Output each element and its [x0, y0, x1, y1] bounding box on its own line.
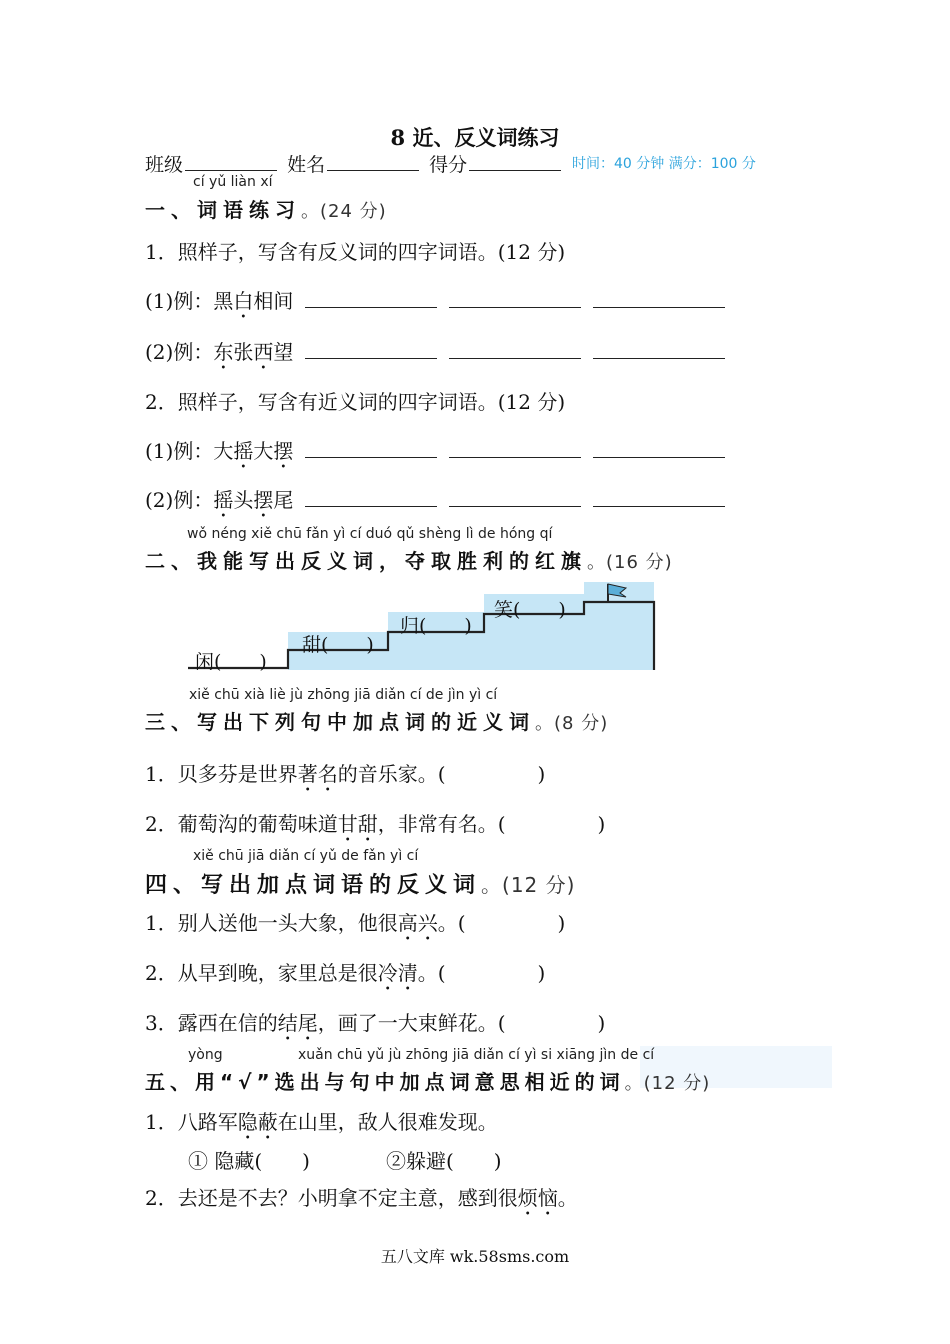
s4-q3 [145, 1007, 605, 1036]
dotted-char: 甜 [357, 812, 378, 836]
dotted-char: 摇 [213, 488, 234, 512]
section2-heading-row [145, 545, 673, 574]
stair-word-1[interactable]: 闲( ) [195, 651, 267, 673]
answer-blank[interactable] [593, 437, 725, 458]
sentence-text: 1．贝多芬是世界 [145, 762, 298, 786]
section3-score: 。(8 分) [535, 713, 609, 734]
dotted-char: 冷 [377, 961, 398, 985]
dotted-char: 摇 [233, 439, 254, 463]
dotted-char: 烦 [517, 1186, 538, 1210]
word-char: 张 [233, 340, 254, 364]
sentence-text: 。( [437, 911, 466, 935]
answer-blank[interactable] [305, 486, 437, 507]
score-blank[interactable] [469, 152, 561, 171]
sentence-text: 2．葡萄沟的葡萄味道 [145, 812, 338, 836]
s1-q2a-prefix: (1)例： [145, 439, 214, 463]
close-paren: ) [597, 812, 606, 836]
word-char: 头 [233, 488, 254, 512]
sentence-text: 1．八路军 [145, 1110, 238, 1134]
section3-heading-row [145, 706, 608, 735]
s1-q2: 2．照样子，写含有近义词的四字词语。(12 分) [145, 390, 566, 414]
dotted-char: 东 [213, 340, 234, 364]
word-char: 大 [213, 439, 234, 463]
section4-pinyin: xiě chū jiā diǎn cí yǔ de fǎn yì cí [193, 848, 419, 864]
section4-score: 。(12 分) [481, 873, 576, 897]
dotted-char: 西 [253, 340, 274, 364]
s1-q2b-row [145, 484, 725, 513]
s1-q1b-row [145, 336, 725, 365]
sentence-text: 3．露西在信的 [145, 1011, 278, 1035]
s5-q2 [145, 1182, 578, 1211]
s1-q2b-prefix: (2)例： [145, 488, 214, 512]
answer-blank[interactable] [305, 338, 437, 359]
stair-word-3[interactable]: 归( ) [400, 615, 472, 637]
dotted-char: 名 [317, 762, 338, 786]
dotted-char: 隐 [237, 1110, 258, 1134]
section5-heading: 五、用“√”选出与句中加点词意思相近的词 [145, 1070, 625, 1094]
time-info: 时间：40 分钟 满分：100 分 [572, 156, 756, 172]
dotted-char: 蔽 [257, 1110, 278, 1134]
dotted-char: 白 [233, 289, 254, 313]
s4-q2 [145, 957, 545, 986]
sentence-text: ，画了一大束鲜花。( [317, 1011, 506, 1035]
dotted-char: 甘 [337, 812, 358, 836]
dotted-char: 高 [397, 911, 418, 935]
close-paren: ) [597, 1011, 606, 1035]
word-char: 相 [253, 289, 274, 313]
sentence-text: 。( [417, 961, 446, 985]
word-char: 大 [253, 439, 274, 463]
sentence-text: 。 [557, 1186, 578, 1210]
page-title: 8 近、反义词练习 [390, 125, 560, 150]
s5-q1-option2[interactable]: ②躲避( ) [386, 1149, 502, 1173]
dotted-char: 兴 [417, 911, 438, 935]
section4-heading: 四、写出加点词语的反义词 [145, 873, 482, 898]
s1-q1b-prefix: (2)例： [145, 340, 214, 364]
dotted-char: 恼 [537, 1186, 558, 1210]
stair-word-2[interactable]: 甜( ) [302, 634, 374, 656]
s4-q1 [145, 907, 565, 936]
section5-pinyin-left: yòng [188, 1047, 223, 1063]
dotted-char: 尾 [297, 1011, 318, 1035]
dotted-char: 清 [397, 961, 418, 985]
sentence-text: 1．别人送他一头大象，他很 [145, 911, 398, 935]
section3-heading: 三、写出下列句中加点词的近义词 [145, 710, 535, 734]
class-label: 班级 [145, 154, 184, 176]
section5-heading-row [145, 1066, 710, 1095]
answer-blank[interactable] [449, 287, 581, 308]
sentence-text: ，非常有名。( [377, 812, 506, 836]
score-label: 得分 [429, 154, 468, 176]
word-char: 黑 [213, 289, 234, 313]
answer-blank[interactable] [449, 437, 581, 458]
s1-q1a-prefix: (1)例： [145, 289, 214, 313]
answer-blank[interactable] [305, 287, 437, 308]
section3-pinyin: xiě chū xià liè jù zhōng jiā diǎn cí de jìn yì cí [189, 687, 498, 703]
answer-blank[interactable] [305, 437, 437, 458]
dotted-char: 摆 [253, 488, 274, 512]
section1-heading: 一、词语练习 [145, 198, 301, 222]
section2-score: 。(16 分) [587, 552, 673, 573]
dotted-char: 结 [277, 1011, 298, 1035]
section1-heading-row [145, 194, 387, 223]
section4-heading-row [145, 868, 575, 899]
sentence-text: 2．去还是不去？小明拿不定主意，感到很 [145, 1186, 518, 1210]
answer-blank[interactable] [593, 486, 725, 507]
word-char: 间 [273, 289, 294, 313]
section2-heading: 二、我能写出反义词，夺取胜利的红旗 [145, 549, 587, 573]
dotted-char: 摆 [273, 439, 294, 463]
footer-watermark: 五八文库 wk.58sms.com [380, 1247, 570, 1266]
section1-score: 。(24 分) [301, 201, 387, 222]
sentence-text: 2．从早到晚，家里总是很 [145, 961, 378, 985]
dotted-char: 著 [297, 762, 318, 786]
s1-q1: 1．照样子，写含有反义词的四字词语。(12 分) [145, 240, 566, 264]
answer-blank[interactable] [593, 287, 725, 308]
sentence-text: 在山里，敌人很难发现。 [277, 1110, 498, 1134]
word-char: 望 [273, 340, 294, 364]
name-label: 姓名 [287, 154, 326, 176]
class-blank[interactable] [185, 152, 277, 171]
close-paren: ) [537, 762, 546, 786]
s1-q2a-row [145, 435, 725, 464]
close-paren: ) [537, 961, 546, 985]
s3-q2 [145, 808, 605, 837]
s5-q1 [145, 1106, 498, 1135]
s3-q1 [145, 758, 545, 787]
name-blank[interactable] [327, 152, 419, 171]
section5-score: 。(12 分) [624, 1073, 711, 1094]
close-paren: ) [557, 911, 566, 935]
s5-q1-option1[interactable]: ① 隐藏( ) [188, 1149, 310, 1173]
answer-blank[interactable] [449, 486, 581, 507]
sentence-text: 的音乐家。( [337, 762, 446, 786]
s1-q1a-row [145, 285, 725, 314]
word-char: 尾 [273, 488, 294, 512]
answer-blank[interactable] [593, 338, 725, 359]
header-info [145, 150, 565, 177]
stair-word-4[interactable]: 笑( ) [494, 599, 566, 621]
section2-pinyin: wǒ néng xiě chū fǎn yì cí duó qǔ shèng lì de hóng qí [187, 526, 553, 542]
section1-pinyin: cí yǔ liàn xí [193, 174, 273, 190]
answer-blank[interactable] [449, 338, 581, 359]
section5-pinyin-right: xuǎn chū yǔ jù zhōng jiā diǎn cí yì si xiāng jìn de cí [298, 1047, 655, 1063]
